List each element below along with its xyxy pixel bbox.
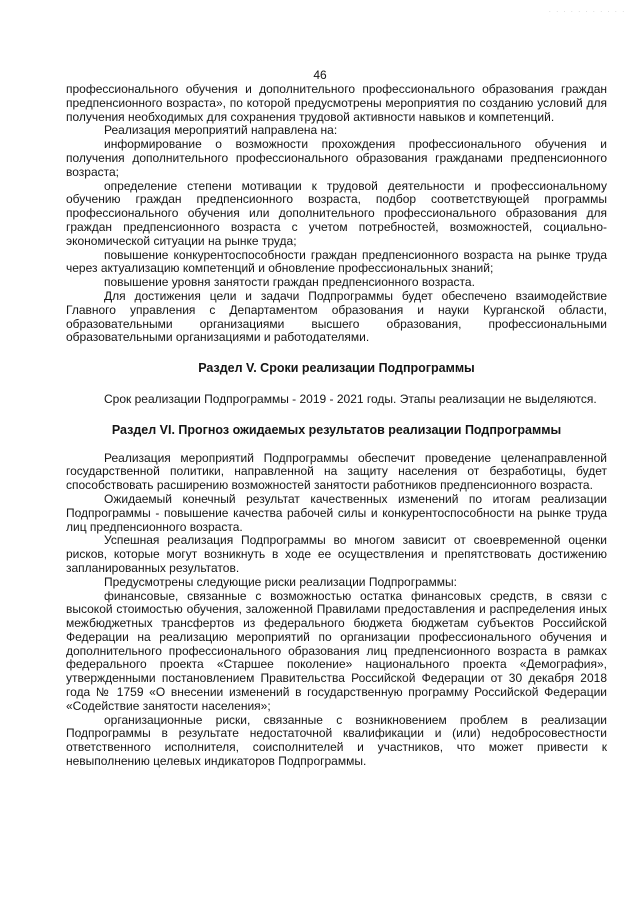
list-item-employment: повышение уровня занятости граждан предпенсионного возраста. <box>104 275 475 290</box>
paragraph-continuation: профессионального обучения и дополнительного профессионального образования граждан предпенсионного возраста», по которой предусмотрены мероприятия по созданию условий для получения необходимых для сохранения трудовой активности навыков и компетенций. <box>66 82 607 124</box>
list-item-informing: информирование о возможности прохождения профессионального обучения и получения дополнительного профессионального образования гражданами предпенсионного возраста; <box>66 137 607 179</box>
scan-artifact: . . . . . . . . . . . <box>548 8 626 14</box>
risk-financial: финансовые, связанные с возможностью остатка финансовых средств, в связи с высокой стоимостью обучения, заложенной Правилами предоставления и распределения иных межбюджетных трансфертов из федерального бюджета бюджетам субъектов Российской Федерации на реализацию мероприятий по организации профессионального обучения и дополнительного профессионального образования лиц предпенсионного возраста в рамках федерального проекта «Старшее поколение» национального проекта «Демография», утвержденными постановлением Правительства Российской Федерации от 30 декабря 2018 года № 1759 «О внесении изменений в государственную программу Российской Федерации «Содействие занятости населения»; <box>66 588 607 713</box>
document-body <box>66 83 607 769</box>
section-6-paragraph: Предусмотрены следующие риски реализации Подпрограммы: <box>104 574 457 589</box>
list-item-motivation: определение степени мотивации к трудовой деятельности и профессиональному обучению граждан предпенсионного возраста, подбор соответствующей программы профессионального обучения или дополнительного профессионального образования для граждан предпенсионного возраста с учетом потребностей, возможностей, социально-экономической ситуации на рынке труда; <box>66 178 607 248</box>
section-5-heading: Раздел V. Сроки реализации Подпрограммы <box>198 361 475 376</box>
risk-organizational: организационные риски, связанные с возникновением проблем в реализации Подпрограммы в результате недостаточной квалификации и (или) недобросовестности ответственного исполнителя, соисполнителей и участников, что может привести к невыполнению целевых индикаторов Подпрограммы. <box>66 712 607 769</box>
section-6-heading: Раздел VI. Прогноз ожидаемых результатов реализации Подпрограммы <box>111 422 562 437</box>
section-6-paragraph: Ожидаемый конечный результат качественных изменений по итогам реализации Подпрограммы - повышение качества рабочей силы и конкурентоспособности на рынке труда лиц предпенсионного возраста. <box>66 491 607 534</box>
section-6-paragraph: Реализация мероприятий Подпрограммы обеспечит проведение целенаправленной государственной политики, направленной на защиту населения от безработицы, будет способствовать расширению возможностей занятости работников предпенсионного возраста. <box>66 450 607 493</box>
page-number: 46 <box>313 68 327 82</box>
section-6-paragraph: Успешная реализация Подпрограммы во многом зависит от своевременной оценки рисков, которые могут возникнуть в ходе ее осуществления и препятствовать достижению запланированных результатов. <box>66 533 607 575</box>
section-5-text: Срок реализации Подпрограммы - 2019 - 2021 годы. Этапы реализации не выделяются. <box>104 391 597 406</box>
list-item-competitiveness: повышение конкурентоспособности граждан предпенсионного возраста на рынке труда через актуализацию компетенций и обновление профессиональных знаний; <box>66 247 607 276</box>
paragraph-intro: Реализация мероприятий направлена на: <box>104 123 338 138</box>
paragraph-cooperation: Для достижения цели и задачи Подпрограммы будет обеспечено взаимодействие Главного управления с Департаментом образования и науки Курганской области, образовательными организациями высшего образования, профессиональными образовательными организациями и работодателями. <box>66 288 607 345</box>
